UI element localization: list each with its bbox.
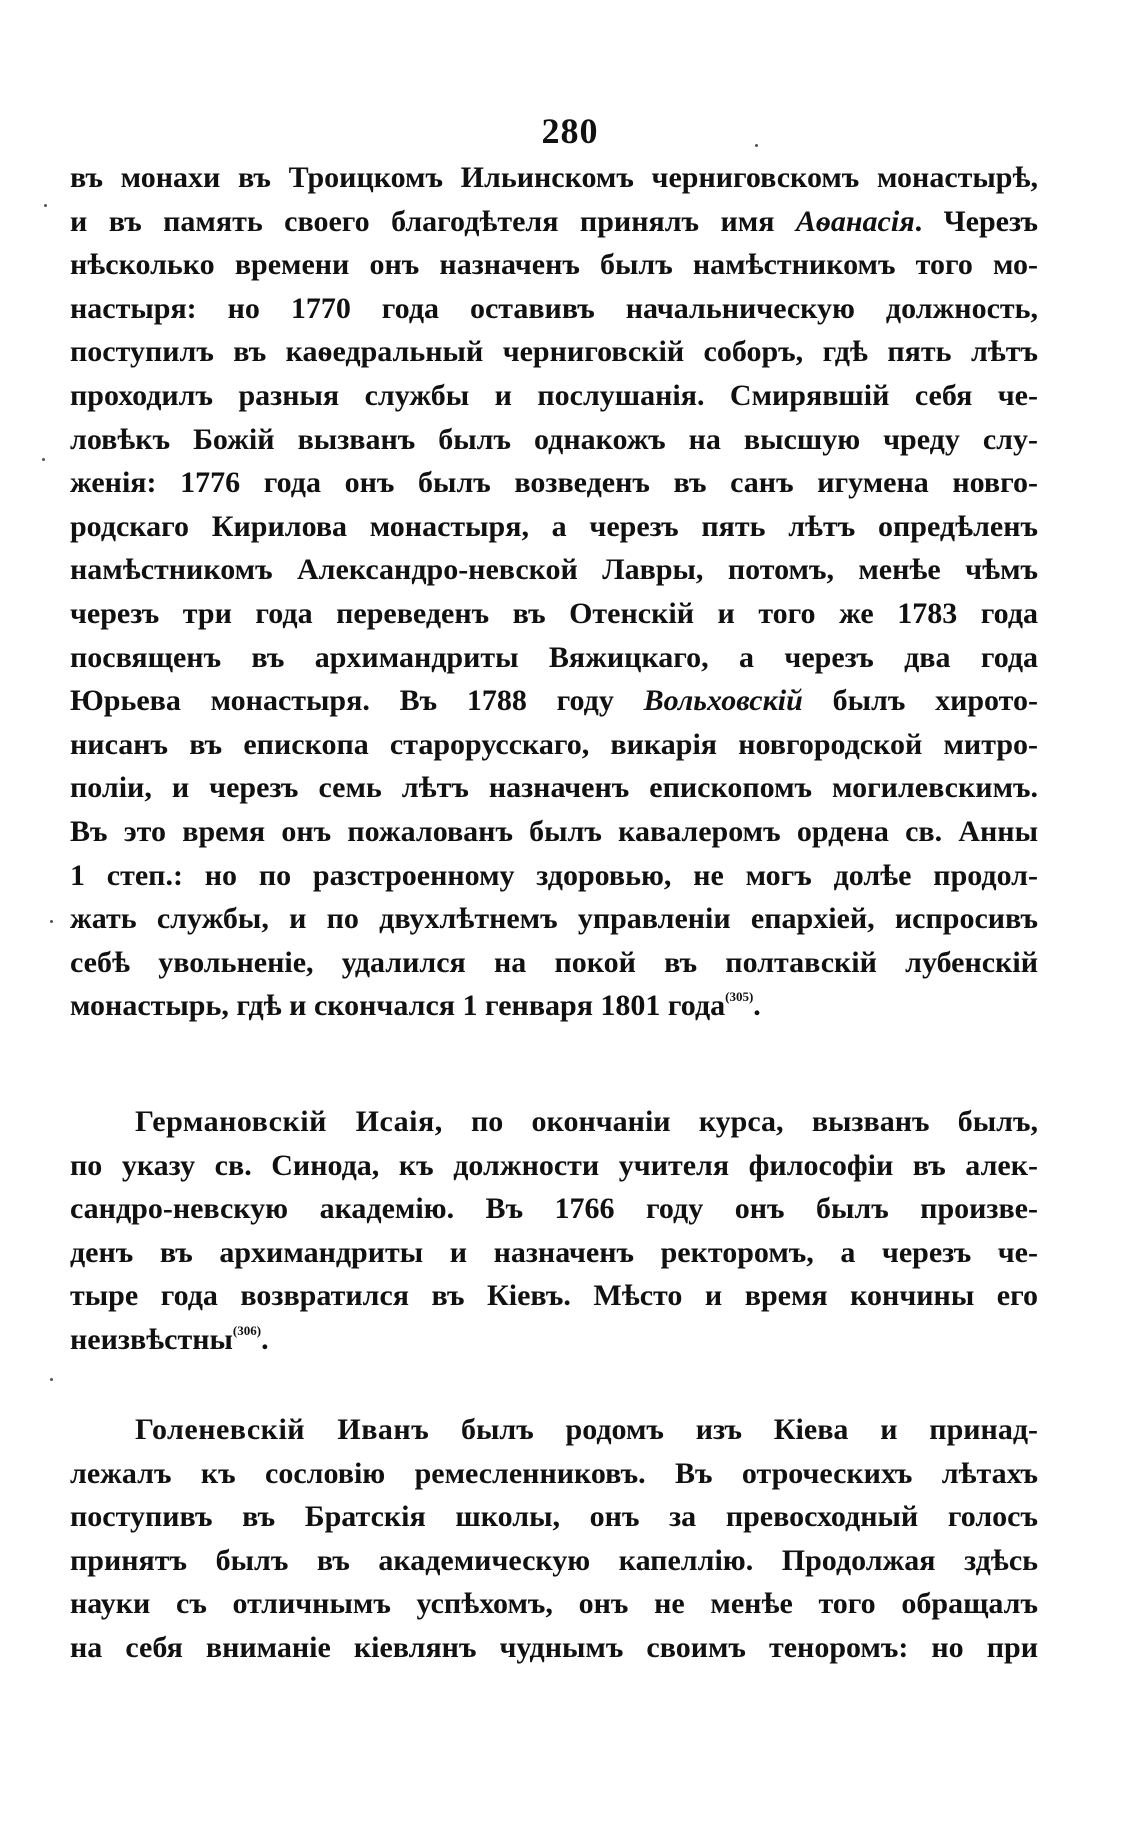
text-line: сандро-невскую академію. Въ 1766 году онъ былъ произве- bbox=[70, 1192, 1038, 1226]
text-line: нисанъ въ епископа старорусскаго, викарія новгородской митро- bbox=[70, 727, 1038, 761]
text-line: женія: 1776 года онъ былъ возведенъ въ санъ игумена новго- bbox=[70, 466, 1038, 500]
text-line: науки съ отличнымъ успѣхомъ, онъ не менѣе того обращалъ bbox=[70, 1587, 1038, 1621]
paragraph-golenevsky bbox=[70, 1408, 1038, 1670]
text-line: жать службы, и по двухлѣтнемъ управленіи епархіей, испросивъ bbox=[70, 902, 1038, 936]
paragraph-germanovsky bbox=[70, 1100, 1038, 1362]
text-line: поліи, и черезъ семь лѣтъ назначенъ епископомъ могилевскимъ. bbox=[70, 771, 1038, 805]
text-line: 1 степ.: но по разстроенному здоровью, не могъ долѣе продол- bbox=[70, 858, 1038, 892]
text-line: въ монахи въ Троицкомъ Ильинскомъ черниговскомъ монастырѣ, bbox=[70, 161, 1038, 194]
text-line: Въ это время онъ пожалованъ былъ кавалеромъ ордена св. Анны bbox=[70, 814, 1038, 848]
text-line: монастырь, гдѣ и скончался 1 генваря 1801 года$^{(305)}$. bbox=[70, 989, 761, 1023]
footnote-ref: (305) bbox=[725, 989, 754, 1005]
text-line: намѣстникомъ Александро-невской Лавры, потомъ, менѣе чѣмъ bbox=[70, 553, 1038, 587]
footnote-ref: (306) bbox=[232, 1322, 262, 1338]
italic-name: Аѳанасія bbox=[795, 204, 915, 238]
text-line: принятъ былъ въ академическую капеллію. Продолжая здѣсь bbox=[70, 1543, 1038, 1577]
paragraph-1 bbox=[70, 156, 1038, 1028]
text-line: Юрьева монастыря. Въ 1788 году Вольховскій былъ хирото- bbox=[70, 684, 1038, 718]
text-line: по указу св. Синода, къ должности учителя философіи въ алек- bbox=[70, 1148, 1038, 1182]
text-line: настыря: но 1770 года оставивъ начальническую должность, bbox=[70, 291, 1038, 325]
text-line: на себя вниманіе кіевлянъ чуднымъ своимъ теноромъ: но при bbox=[70, 1630, 1038, 1664]
text-line: ловѣкъ Божій вызванъ былъ однакожъ на высшую чреду слу- bbox=[70, 422, 1038, 456]
text-line: и въ память своего благодѣтеля принялъ имя Аѳанасія. Черезъ bbox=[70, 204, 1038, 238]
text-line: родскаго Кирилова монастыря, а черезъ пять лѣтъ опредѣленъ bbox=[70, 509, 1038, 543]
text-line: Голеневскій Иванъ былъ родомъ изъ Кіева и принад- bbox=[135, 1413, 1038, 1446]
italic-name: Вольховскій bbox=[643, 684, 803, 718]
scan-speck bbox=[50, 920, 53, 923]
text-line: поступивъ въ Братскія школы, онъ за превосходный голосъ bbox=[70, 1500, 1038, 1534]
text-line: Германовскій Исаія, по окончаніи курса, вызванъ былъ, bbox=[135, 1105, 1038, 1138]
text-line: денъ въ архимандриты и назначенъ ректоромъ, а черезъ че- bbox=[70, 1235, 1038, 1269]
scan-speck bbox=[44, 204, 47, 207]
text-line: себѣ увольненіе, удалился на покой въ полтавскій лубенскій bbox=[70, 945, 1038, 979]
scan-speck bbox=[755, 144, 758, 147]
text-line: тыре года возвратился въ Кіевъ. Мѣсто и время кончины его bbox=[70, 1279, 1038, 1313]
text-line: поступилъ въ каѳедральный черниговскій соборъ, гдѣ пять лѣтъ bbox=[70, 335, 1038, 369]
entry-name: Голеневскій Иванъ bbox=[135, 1413, 430, 1446]
entry-name: Германовскій Исаія, bbox=[135, 1105, 443, 1138]
text-line: нѣсколько времени онъ назначенъ былъ намѣстникомъ того мо- bbox=[70, 248, 1038, 282]
text-line: неизвѣстны$^{(306)}$. bbox=[70, 1322, 269, 1356]
text-line: черезъ три года переведенъ въ Отенскій и того же 1783 года bbox=[70, 596, 1038, 630]
text-line: посвященъ въ архимандриты Вяжицкаго, а черезъ два года bbox=[70, 640, 1038, 674]
scan-speck bbox=[42, 458, 45, 461]
page-number: 280 bbox=[541, 111, 599, 151]
scan-speck bbox=[50, 1378, 53, 1381]
text-line: проходилъ разныя службы и послушанія. Смирявшій себя че- bbox=[70, 378, 1038, 412]
text-line: лежалъ къ сословію ремесленниковъ. Въ отроческихъ лѣтахъ bbox=[70, 1456, 1038, 1490]
